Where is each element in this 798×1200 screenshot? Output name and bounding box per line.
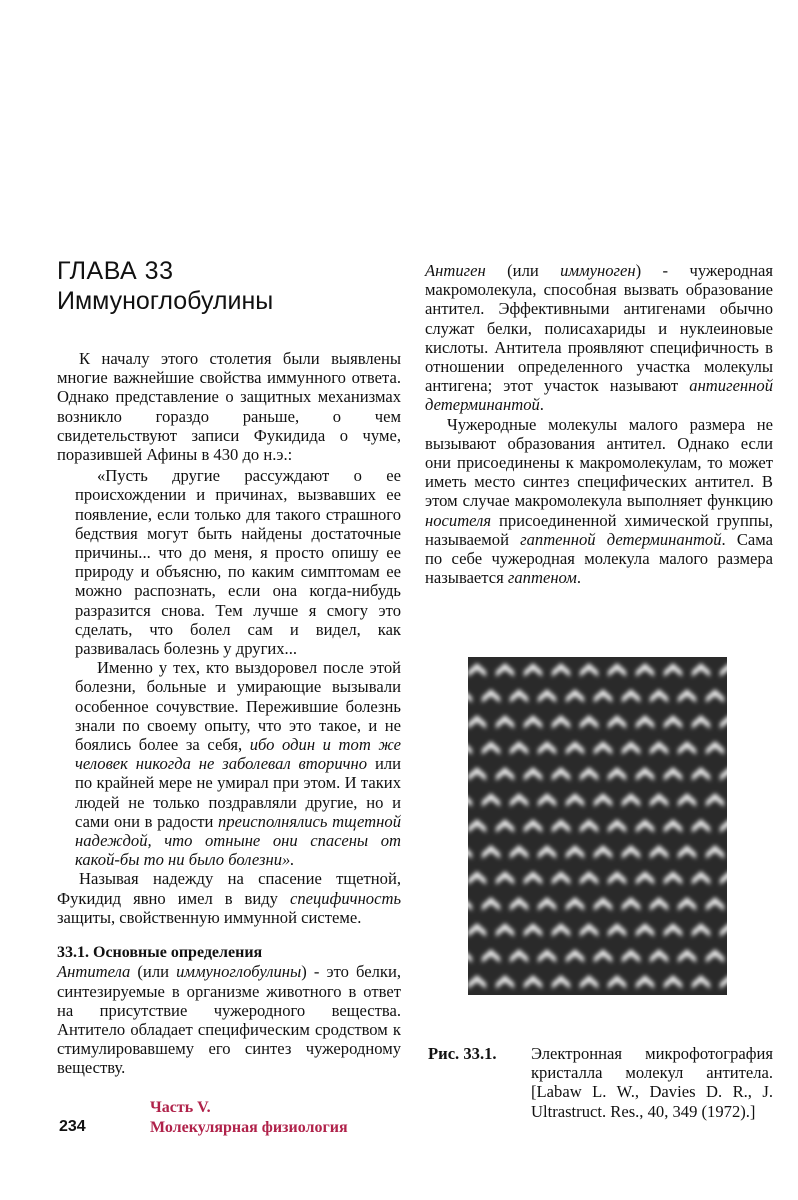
right-column (425, 261, 773, 587)
hapten-text: . Сама по себе чужеродная молекула малого размера называется (425, 529, 774, 588)
quote-text: или по крайней мере не умирал при этом. И таких людей не только поздравляли другие, но и сами они в радости (75, 754, 401, 831)
conclusion-text: Называя надежду на спасение тщетной, Фукидид явно имел в виду (57, 869, 401, 908)
footer-part: Часть V. (150, 1099, 211, 1116)
quote-paragraph-2 (75, 658, 401, 869)
term-haptenic-determinant: гаптенной детерминантой (520, 529, 722, 549)
section-heading: 33.1. Основные определения (57, 944, 263, 962)
definition-text: ) - это белки, синтезируемые в организме животного в ответ на присутствие чужеродного вещества. Антитело обладает специфическим сродством к стимулировавшему его синтез чужеродному веществу. (57, 962, 401, 1078)
definitions-paragraph-start (57, 962, 401, 1077)
term-antigen: Антиген (425, 261, 486, 280)
quote-emphasis: ибо один и тот же человек никогда не заболевал вторично (75, 735, 401, 774)
footer-section: Молекулярная физиология (150, 1119, 348, 1136)
hapten-text: Чужеродные молекулы малого размера не вызывают образования антител. Однако если они присоединены к макромолекулам, то может иметь место синтез специфических антител. В этом случае макромолекула выполняет функцию (425, 414, 773, 511)
haptens-paragraph (425, 415, 773, 588)
chapter-label: ГЛАВА 33 (57, 257, 174, 285)
term-hapten: гаптеном (507, 568, 577, 588)
figure-label: Рис. 33.1. (428, 1044, 497, 1063)
thucydides-quote (57, 466, 401, 869)
hapten-text: присоединенной химической группы, называемой (425, 510, 773, 549)
intro-paragraph: К началу этого столетия были выявлены многие важнейшие свойства иммунного ответа. Однако представление о защитных механизмах возникло гораздо раньше, о чем свидетельствуют записи Фукидида о чуме, поразившей Афины в 430 до н.э.: (57, 349, 401, 465)
left-column (57, 349, 401, 1078)
hapten-text: . (576, 568, 581, 588)
term-carrier: носителя (425, 510, 492, 530)
chapter-title: Иммуноглобулины (57, 287, 274, 315)
definition-text: . (539, 395, 544, 415)
page-number: 234 (59, 1118, 86, 1135)
term-immunogen: иммуноген (560, 261, 636, 280)
definition-text: ) - чужеродная макромолекула, способная вызвать образование антител. Эффективными антигенами обычно служат белки, полисахариды и нуклеиновые кислоты. Антитела проявляют специфичность в отношении определенного участка молекулы антигена; этот участок называют (425, 261, 773, 396)
figure-caption: Электронная микрофотография кристалла молекул антитела. [Labaw L. W., Davies D. R., J. Ultrastruct. Res., 40, 349 (1972).] (531, 1044, 773, 1121)
conclusion-paragraph (57, 869, 401, 927)
definition-text: (или (130, 962, 177, 982)
quote-text: Именно у тех, кто выздоровел после этой болезни, больные и умирающие вызывали особенное сочувствие. Пережившие болезнь знали по своему опыту, что это такое, и не боялись более за себя, (75, 658, 401, 755)
term-antibodies: Антитела (57, 962, 131, 982)
electron-micrograph (468, 657, 727, 995)
term-immunoglobulins: иммуноглобулины (176, 962, 302, 982)
quote-paragraph-1: «Пусть другие рассуждают о ее происхождении и причинах, вызвавших ее появление, если только для такого страшного бедствия могут быть найдены достаточные причины... что до меня, я просто опишу ее природу и объясню, по каким симптомам ее можно распознать, если она когда-нибудь разразится снова. Тем лучше я смогу это сделать, что болел сам и видел, как развивалась болезнь у других... (75, 466, 401, 659)
term-antigenic-determinant: антигенной детерминантой (425, 376, 773, 415)
conclusion-emphasis: специфичность (289, 888, 401, 908)
definition-text: (или (485, 261, 561, 280)
definitions-paragraph-continued (425, 261, 773, 415)
quote-emphasis: преисполнялись тщетной надеждой, что отныне они спасены от какой-бы то ни было болезни». (75, 811, 401, 870)
antibody-crystal-image (468, 657, 727, 995)
conclusion-text: защиты, свойственную иммунной системе. (57, 907, 362, 927)
